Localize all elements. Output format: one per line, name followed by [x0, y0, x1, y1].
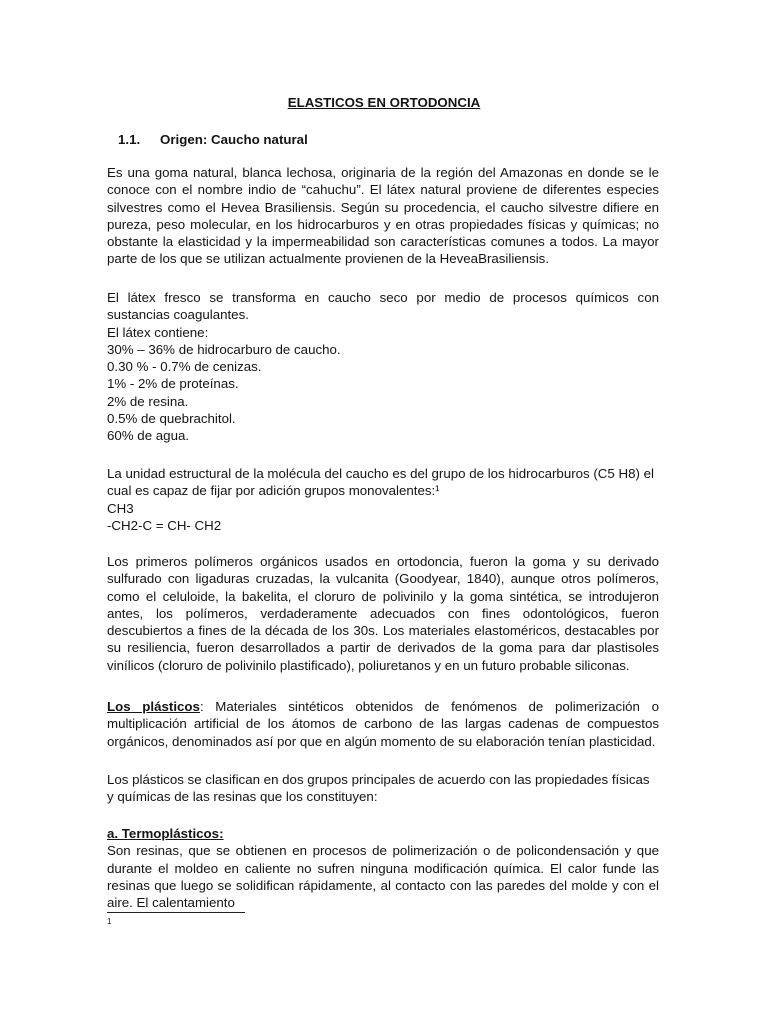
- termoplasticos-text: Son resinas, que se obtienen en procesos de polimerización o de policondensación y que durante el moldeo en caliente no sufren ninguna modificación química. El calor funde las resinas que luego se solidifican rápidamente, al contacto con las paredes del molde y con el aire. El calentamiento: [107, 843, 659, 911]
- structure-block: [107, 465, 659, 534]
- term-plasticos: Los plásticos: [107, 699, 200, 714]
- list-item: 0.30 % - 0.7% de cenizas.: [107, 359, 262, 375]
- latex-intro: El látex contiene:: [107, 324, 209, 340]
- footnote-mark: 1: [107, 917, 112, 926]
- plastics-definition: : Materiales sintéticos obtenidos de fenómenos de polimerización o multiplicación artificial de los átomos de carbono de las largas cadenas de compuestos orgánicos, denominados así por que en algún momento de su elaboración tenían plasticidad.: [107, 699, 659, 749]
- list-item: 1% - 2% de proteínas.: [107, 376, 239, 392]
- section-number: 1.1.: [118, 132, 141, 147]
- section-heading: [118, 131, 308, 148]
- paragraph-polymers: Los primeros polímeros orgánicos usados en ortodoncia, fueron la goma y su derivado sulfurado con ligaduras cruzadas, la vulcanita (Goodyear, 1840), aunque otros polímeros, como el celuloide, la bakelita, el cloruro de polivinilo y la goma sintética, se introdujeron antes, los polímeros, verdaderamente adecuados con fines odontológicos, fueron descubiertos a fines de la década de los 30s. Los materiales elastoméricos, destacables por su resiliencia, fueron desarrollados a partir de derivados de la goma para dar plastisoles vinílicos (cloruro de polivinilo plastificado), poliuretanos y en un futuro probable siliconas.: [107, 554, 659, 673]
- paragraph-classification: Los plásticos se clasifican en dos grupos principales de acuerdo con las propiedades físicas y químicas de las resinas que los constituyen:: [107, 772, 650, 805]
- list-item: 30% – 36% de hidrocarburo de caucho.: [107, 341, 341, 357]
- list-item: 0.5% de quebrachitol.: [107, 411, 236, 427]
- section-title: Origen: Caucho natural: [160, 132, 308, 147]
- footnote-separator: [107, 912, 245, 913]
- document-title: ELASTICOS EN ORTODONCIA: [287, 95, 481, 110]
- paragraph-latex-fresh: El látex fresco se transforma en caucho seco por medio de procesos químicos con sustancias coagulantes.: [107, 290, 659, 323]
- list-item: 2% de resina.: [107, 393, 189, 409]
- termoplasticos-heading: a. Termoplásticos:: [107, 826, 224, 841]
- paragraph-plastics: [107, 698, 659, 750]
- termoplasticos-block: [107, 825, 659, 911]
- latex-block: [107, 289, 659, 445]
- list-item: 60% de agua.: [107, 428, 190, 444]
- formula-line: -CH2-C = CH- CH2: [107, 517, 222, 533]
- paragraph-origin: Es una goma natural, blanca lechosa, originaria de la región del Amazonas en donde se le conoce con el nombre indio de “cahuchu”. El látex natural proviene de diferentes especies silvestres como el Hevea Brasiliensis. Según su procedencia, el caucho silvestre difiere en pureza, peso molecular, en los hidrocarburos y en otras propiedades físicas y químicas; no obstante la elasticidad y la impermeabilidad son características comunes a todos. La mayor parte de los que se utilizan actualmente provienen de la HeveaBrasiliensis.: [107, 165, 659, 267]
- formula-line: CH3: [107, 500, 134, 516]
- paragraph-structure: La unidad estructural de la molécula del caucho es del grupo de los hidrocarburos (C5 H8) el cual es capaz de fijar por adición grupos monovalentes:¹: [107, 466, 654, 499]
